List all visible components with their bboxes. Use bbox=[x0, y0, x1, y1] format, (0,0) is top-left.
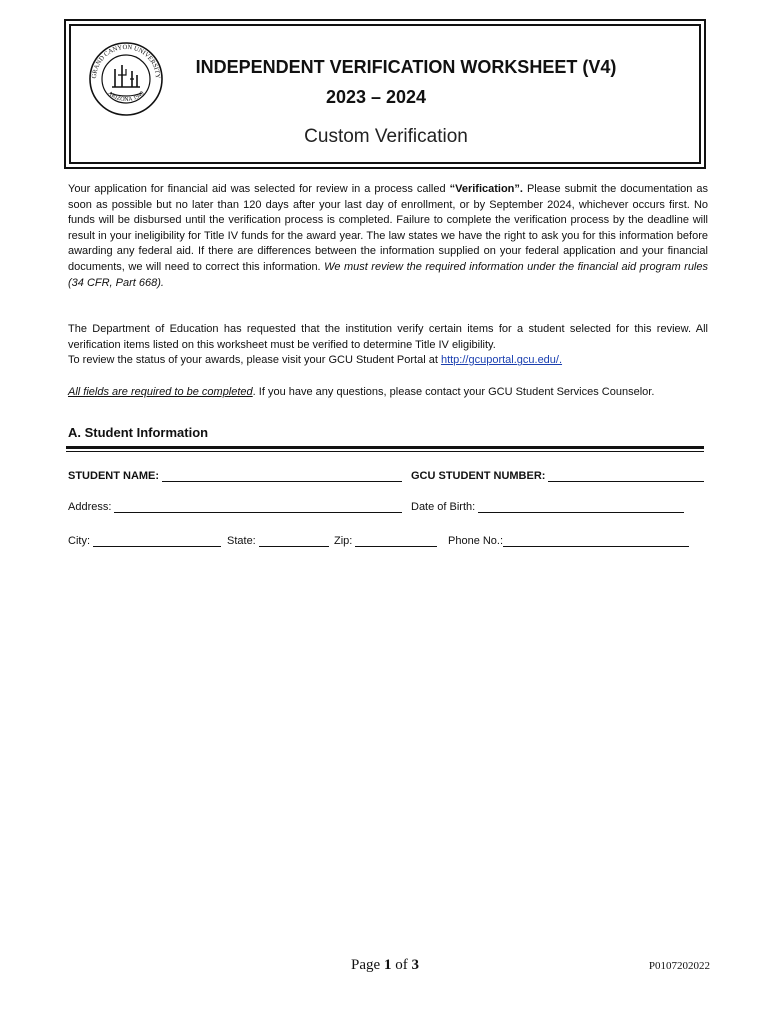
phone-input[interactable] bbox=[503, 535, 689, 547]
student-portal-link[interactable]: http://gcuportal.gcu.edu/. bbox=[440, 354, 563, 367]
gcu-student-number-input[interactable] bbox=[548, 470, 704, 482]
intro-paragraph bbox=[68, 182, 708, 291]
address-input[interactable] bbox=[114, 501, 402, 513]
date-of-birth-input[interactable] bbox=[478, 501, 684, 513]
state-input[interactable] bbox=[259, 535, 329, 547]
page-indicator bbox=[330, 957, 440, 974]
state-label: State: bbox=[227, 535, 256, 547]
zip-input[interactable] bbox=[355, 535, 437, 547]
zip-label: Zip: bbox=[334, 535, 353, 547]
state-field bbox=[227, 535, 329, 547]
page-total: 3 bbox=[411, 957, 419, 973]
intro-regulation-note: We must review the required information under the financial aid program rules (34 CFR, Part 668). bbox=[68, 260, 708, 289]
intro-verification-term: “Verification”. bbox=[449, 183, 523, 195]
date-of-birth-field bbox=[411, 501, 684, 513]
department-paragraph bbox=[68, 322, 708, 369]
student-name-label: STUDENT NAME: bbox=[68, 470, 160, 482]
required-fields-note bbox=[68, 385, 708, 401]
svg-text:GRAND CANYON UNIVERSITY: GRAND CANYON UNIVERSITY bbox=[90, 43, 162, 79]
zip-field bbox=[334, 535, 437, 547]
worksheet-title: INDEPENDENT VERIFICATION WORKSHEET (V4) bbox=[195, 57, 617, 77]
page-of: of bbox=[391, 957, 412, 973]
required-fields-text: All fields are required to be completed bbox=[68, 386, 253, 398]
gcu-student-number-field bbox=[411, 470, 704, 482]
page-number: 1 bbox=[383, 957, 392, 973]
section-divider-thin bbox=[66, 451, 704, 452]
gcu-student-number-label: GCU STUDENT NUMBER: bbox=[411, 470, 546, 482]
date-of-birth-label: Date of Birth: bbox=[411, 501, 476, 513]
svg-text:ARIZONA 1949: ARIZONA 1949 bbox=[106, 90, 146, 104]
contact-counselor-text: . If you have any questions, please contact your GCU Student Services Counselor. bbox=[252, 386, 655, 398]
student-name-input[interactable] bbox=[162, 470, 402, 482]
city-input[interactable] bbox=[93, 535, 221, 547]
page-prefix: Page bbox=[351, 957, 384, 973]
city-field bbox=[68, 535, 221, 547]
portal-text: To review the status of your awards, please visit your GCU Student Portal at bbox=[68, 354, 441, 367]
university-seal-logo bbox=[88, 41, 164, 117]
address-label: Address: bbox=[68, 501, 112, 513]
department-text: The Department of Education has requested that the institution verify certain items for a student selected for this review. All verification items listed on this worksheet must be verified to determine Title IV eligibility. bbox=[68, 323, 708, 351]
header-box bbox=[64, 19, 706, 169]
section-a-title: A. Student Information bbox=[68, 425, 209, 440]
city-label: City: bbox=[68, 535, 90, 547]
intro-text-a: Your application for financial aid was selected for review in a process called bbox=[68, 183, 450, 195]
student-name-field bbox=[68, 470, 402, 482]
phone-field bbox=[448, 535, 689, 547]
award-year: 2023 – 2024 bbox=[325, 87, 427, 107]
intro-text-b: Please submit the documentation as soon as possible but no later than 120 days after your last day of enrollment, or by September 2024, whichever occurs first. No funds will be disbursed until the verification process is completed. Failure to complete the verification process by the deadline will result in your ineligibility for Title IV funds for the award year. The law states we have the right to ask you for this information before awarding any federal aid. If there are differences between the information supplied on your federal application and your financial documents, we will need to correct this information. bbox=[68, 183, 708, 273]
phone-label: Phone No.: bbox=[448, 535, 504, 547]
address-field bbox=[68, 501, 402, 513]
section-divider-thick bbox=[66, 446, 704, 449]
worksheet-subtitle: Custom Verification bbox=[304, 126, 468, 147]
form-code: P0107202022 bbox=[648, 960, 710, 972]
